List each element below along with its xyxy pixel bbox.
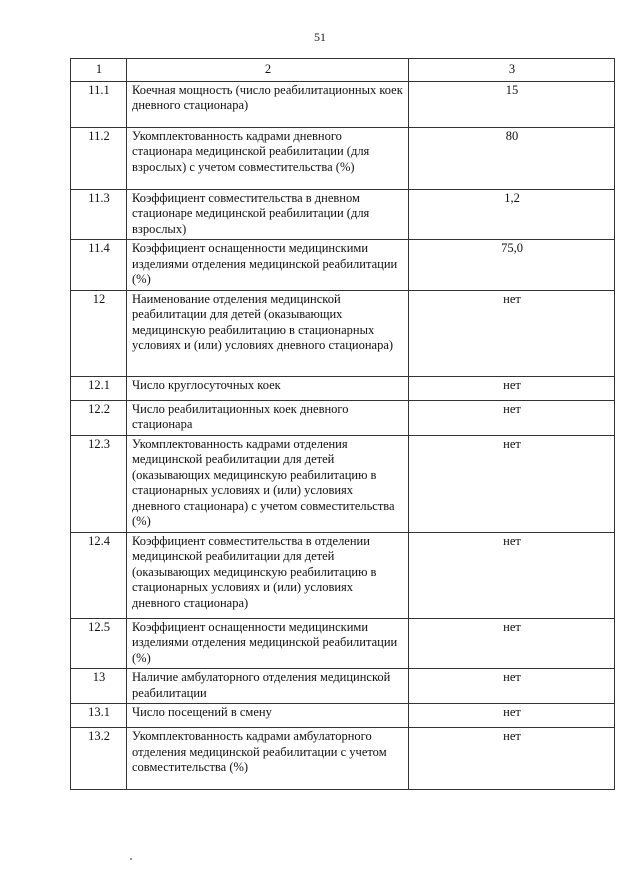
indicator-name-cell: Коечная мощность (число реабилитационных коек дневного стационара)	[127, 81, 409, 127]
table-row	[71, 376, 615, 400]
indicator-name-cell: Число реабилитационных коек дневного стационара	[127, 400, 409, 435]
indicator-name-cell: Наименование отделения медицинской реабилитации для детей (оказывающих медицинскую реабилитацию в стационарных условиях и (или) условиях дневного стационара)	[127, 290, 409, 376]
header-cell-2: 2	[127, 59, 409, 82]
indicator-name-cell: Наличие амбулаторного отделения медицинской реабилитации	[127, 669, 409, 704]
row-number-cell: 11.2	[71, 127, 127, 189]
header-cell-3: 3	[409, 59, 615, 82]
table-row	[71, 127, 615, 189]
page-number: 51	[314, 30, 326, 44]
indicator-name-cell: Коэффициент оснащенности медицинскими изделиями отделения медицинской реабилитации (%)	[127, 618, 409, 669]
indicator-name-cell: Число посещений в смену	[127, 704, 409, 728]
table-row	[71, 400, 615, 435]
indicator-value-cell: нет	[409, 400, 615, 435]
table-row	[71, 704, 615, 728]
indicator-name-cell: Число круглосуточных коек	[127, 376, 409, 400]
table-row	[71, 618, 615, 669]
row-number-cell: 11.3	[71, 189, 127, 240]
table-row	[71, 669, 615, 704]
indicator-value-cell: 15	[409, 81, 615, 127]
data-table	[70, 58, 615, 790]
scan-mark	[130, 858, 132, 860]
row-number-cell: 13.1	[71, 704, 127, 728]
row-number-cell: 12	[71, 290, 127, 376]
table-header-row	[71, 59, 615, 82]
table-row	[71, 532, 615, 618]
indicator-value-cell: 80	[409, 127, 615, 189]
row-number-cell: 13.2	[71, 728, 127, 790]
row-number-cell: 12.5	[71, 618, 127, 669]
indicator-value-cell: нет	[409, 728, 615, 790]
row-number-cell: 12.3	[71, 435, 127, 532]
table-row	[71, 189, 615, 240]
indicator-name-cell: Укомплектованность кадрами амбулаторного отделения медицинской реабилитации с учетом совместительства (%)	[127, 728, 409, 790]
table-row	[71, 240, 615, 291]
indicator-name-cell: Коэффициент совместительства в дневном стационаре медицинской реабилитации (для взрослых)	[127, 189, 409, 240]
indicator-value-cell: нет	[409, 618, 615, 669]
table-row	[71, 728, 615, 790]
indicator-value-cell: нет	[409, 669, 615, 704]
indicator-value-cell: нет	[409, 435, 615, 532]
table-row	[71, 290, 615, 376]
row-number-cell: 13	[71, 669, 127, 704]
indicator-value-cell: нет	[409, 290, 615, 376]
indicator-value-cell: 1,2	[409, 189, 615, 240]
row-number-cell: 12.4	[71, 532, 127, 618]
table-row	[71, 435, 615, 532]
indicator-value-cell: нет	[409, 704, 615, 728]
indicator-value-cell: нет	[409, 532, 615, 618]
indicator-name-cell: Коэффициент совместительства в отделении медицинской реабилитации для детей (оказывающих медицинскую реабилитацию в стационарных условиях и (или) условиях дневного стационара)	[127, 532, 409, 618]
indicator-value-cell: 75,0	[409, 240, 615, 291]
row-number-cell: 12.2	[71, 400, 127, 435]
indicator-name-cell: Коэффициент оснащенности медицинскими изделиями отделения медицинской реабилитации (%)	[127, 240, 409, 291]
indicator-name-cell: Укомплектованность кадрами отделения медицинской реабилитации для детей (оказывающих медицинскую реабилитацию в стационарных условиях и (или) условиях дневного стационара) с учетом совместительства (%)	[127, 435, 409, 532]
indicator-value-cell: нет	[409, 376, 615, 400]
row-number-cell: 12.1	[71, 376, 127, 400]
row-number-cell: 11.4	[71, 240, 127, 291]
header-cell-1: 1	[71, 59, 127, 82]
row-number-cell: 11.1	[71, 81, 127, 127]
indicator-name-cell: Укомплектованность кадрами дневного стационара медицинской реабилитации (для взрослых) с учетом совместительства (%)	[127, 127, 409, 189]
table-row	[71, 81, 615, 127]
